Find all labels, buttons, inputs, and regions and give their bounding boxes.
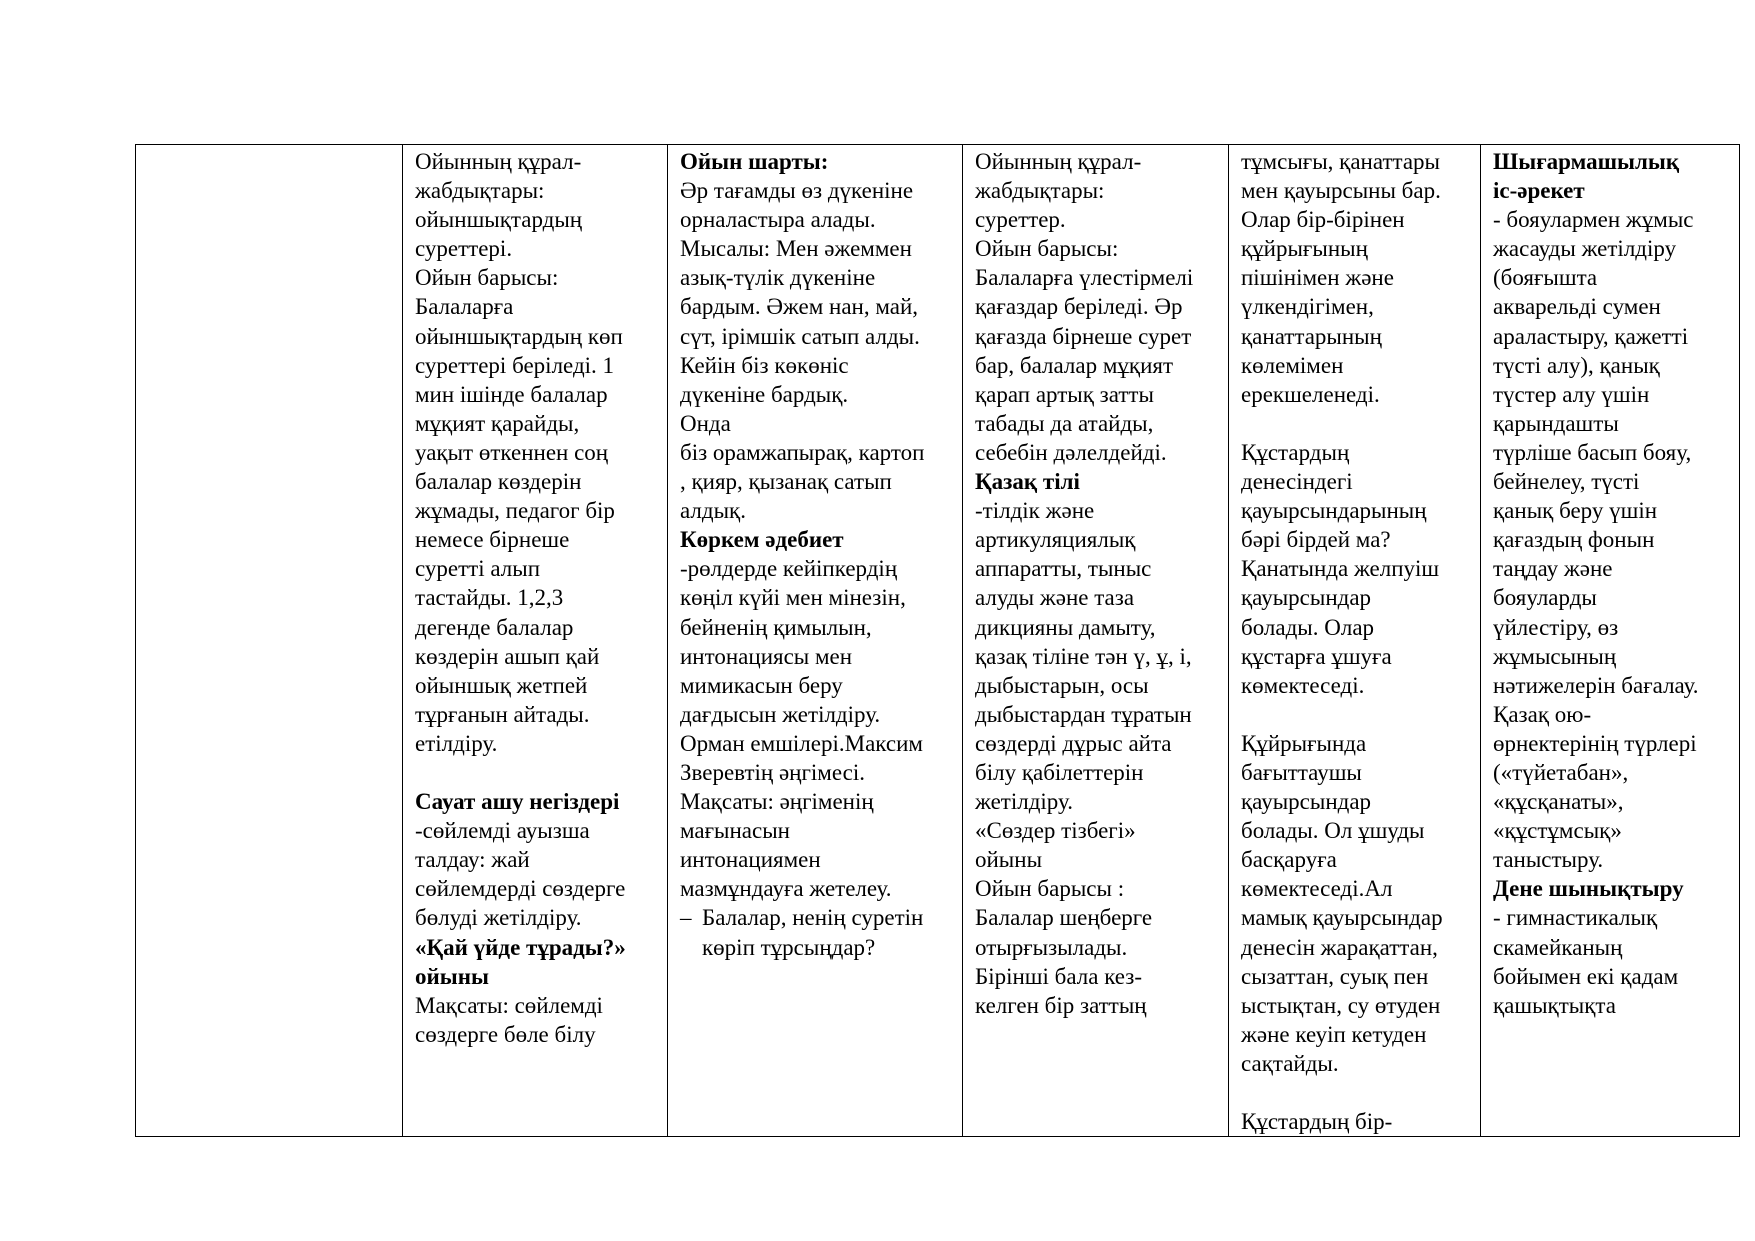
section-heading-game-rules: Ойын шарты: [680, 149, 829, 174]
text-line: түсті алу), қанық [1493, 352, 1660, 378]
text-line: түстер алу үшін [1493, 381, 1650, 407]
text-line: Ойын барысы : [975, 876, 1125, 902]
text-line: акварельді сумен [1493, 294, 1661, 320]
text-line: Ойынның құрал- [975, 149, 1142, 174]
text-line: келген бір заттың [975, 992, 1147, 1018]
text-line: қауырсындар [1241, 789, 1372, 815]
text-line: қағаздың фонын [1493, 527, 1655, 553]
text-line: қашықтықта [1493, 992, 1616, 1018]
text-line: Әр тағамды өз дүкеніне [680, 178, 914, 204]
cell-bird-feathers [1229, 145, 1481, 1137]
text-line: бағыттаушы [1241, 759, 1362, 785]
text-line: көлемімен [1241, 352, 1344, 378]
text-line: Қазақ ою- [1493, 701, 1592, 727]
text-line: суреттер. [975, 207, 1066, 233]
text-line: талдау: жай [415, 847, 530, 873]
text-line: мен қауырсыны бар. [1241, 178, 1441, 204]
text-line: -сөйлемді ауызша [415, 818, 590, 844]
text-line: Ойынның құрал- [415, 149, 582, 174]
text-line: тұрғанын айтады. [415, 701, 590, 727]
text-line: бардым. Әжем нан, май, [680, 294, 919, 320]
text-line: қарап артық затты [975, 381, 1154, 407]
text-line: дикцияны дамыту, [975, 614, 1156, 640]
text-line: және кеуіп кетуден [1241, 1021, 1427, 1047]
text-line: жұмады, педагог бір [415, 498, 615, 524]
text-line: дүкеніне бардық. [680, 381, 849, 407]
text-line: дегенде балалар [415, 614, 574, 640]
text-line: мұқият қарайды, [415, 410, 580, 436]
text-line: сөздерге бөле білу [415, 1021, 596, 1047]
cell-game-visual-memory [403, 145, 668, 1137]
text-line: нәтижелерін бағалау. [1493, 672, 1699, 698]
text-line: мин ішінде балалар [415, 381, 608, 407]
text-line: Ойын барысы: [415, 265, 559, 291]
text-line: мамық қауырсындар [1241, 905, 1443, 931]
text-line: біз орамжапырақ, картоп [680, 439, 925, 465]
text-line: Кейін біз көкөніс [680, 352, 849, 378]
text-line: Ойын барысы: [975, 236, 1119, 262]
text-line: көмектеседі. [1241, 672, 1365, 698]
game-title: ойыны [415, 963, 489, 989]
text-line: дағдысын жетілдіру. [680, 701, 881, 727]
table-row [136, 145, 1740, 1137]
text-line: етілдіру. [415, 730, 498, 756]
text-line: араластыру, қажетті [1493, 323, 1689, 349]
text-line: «Сөздер тізбегі» [975, 818, 1136, 844]
text-line: - гимнастикалық [1493, 905, 1658, 931]
text-line: -тілдік және [975, 498, 1095, 524]
text-line: денесін жарақаттан, [1241, 934, 1438, 960]
text-line: өрнектерінің түрлері [1493, 730, 1697, 756]
text-line: сөйлемдерді сөздерге [415, 876, 626, 902]
text-line: жабдықтары: [975, 178, 1105, 204]
text-line: жасауды жетілдіру [1493, 236, 1677, 262]
text-line: тастайды. 1,2,3 [415, 585, 564, 611]
text-line: болады. Ол ұшуды [1241, 818, 1425, 844]
text-line: ыстықтан, су өтуден [1241, 992, 1441, 1018]
text-line: «құсқанаты», [1493, 789, 1624, 815]
text-line: бейнелеу, түсті [1493, 469, 1640, 495]
text-line: Балаларға [415, 294, 514, 320]
text-line: Орман емшілері.Максим [680, 730, 923, 756]
text-line: («түйетабан», [1493, 759, 1629, 785]
text-line: қарындашты [1493, 410, 1619, 436]
text-line: ойыны [975, 847, 1043, 873]
text-line: ойыншықтардың [415, 207, 583, 233]
text-line: сызаттан, суық пен [1241, 963, 1429, 989]
text-line: Балалар шеңберге [975, 905, 1153, 931]
text-line: дыбыстардан тұратын [975, 701, 1192, 727]
text-line: қағаздар беріледі. Әр [975, 294, 1183, 320]
text-line: мазмұндауға жетелеу. [680, 876, 892, 902]
text-line: көңіл күйі мен мінезін, [680, 585, 906, 611]
text-line: отырғызылады. [975, 934, 1128, 960]
cell-game-rules [668, 145, 963, 1137]
text-line: балалар көздерін [415, 469, 582, 495]
text-line: Балаларға үлестірмелі [975, 265, 1194, 291]
text-line: денесіндегі [1241, 469, 1353, 495]
text-line: сөздерді дұрыс айта [975, 730, 1172, 756]
text-line: қағазда бірнеше сурет [975, 323, 1192, 349]
text-line: сүт, ірімшік сатып алды. [680, 323, 920, 349]
text-line: Онда [680, 410, 731, 436]
text-line: Мақсаты: сөйлемді [415, 992, 603, 1018]
blank-line [1241, 409, 1472, 438]
text-line: таныстыру. [1493, 847, 1604, 873]
text-line: Құстардың бір- [1241, 1109, 1393, 1135]
text-line: үйлестіру, өз [1493, 614, 1619, 640]
text-line: пішінімен және [1241, 265, 1394, 291]
text-line: себебін дәлелдейді. [975, 439, 1167, 465]
text-line: интонациясы мен [680, 643, 853, 669]
section-heading-literature: Көркем әдебиет [680, 527, 844, 553]
cell-odd-one-out [963, 145, 1229, 1137]
text-line: жұмысының [1493, 643, 1617, 669]
text-line: ерекшеленеді. [1241, 381, 1380, 407]
text-line: скамейканың [1493, 934, 1623, 960]
text-line: табады да атайды, [975, 410, 1154, 436]
text-line: бойымен екі қадам [1493, 963, 1679, 989]
text-line: Мақсаты: әңгіменің [680, 789, 874, 815]
text-line: Зверевтің әңгімесі. [680, 759, 865, 785]
text-line: көмектеседі.Ал [1241, 876, 1393, 902]
text-line: сақтайды. [1241, 1050, 1339, 1076]
text-line: қанық беру үшін [1493, 498, 1658, 524]
text-line: таңдау және [1493, 556, 1613, 582]
text-line: бар, балалар мұқият [975, 352, 1174, 378]
text-line: қауырсындарының [1241, 498, 1427, 524]
text-line: қауырсындар [1241, 585, 1372, 611]
text-line: білу қабілеттерін [975, 759, 1144, 785]
plan-table [135, 144, 1740, 1137]
text-line: (бояғышта [1493, 265, 1598, 291]
text-line: -рөлдерде кейіпкердің [680, 556, 898, 582]
text-line: уақыт өткеннен соң [415, 439, 609, 465]
text-line: құйрығының [1241, 236, 1368, 262]
text-line: аппаратты, тыныс [975, 556, 1152, 582]
text-line: Бірінші бала кез- [975, 963, 1143, 989]
text-line: алуды және таза [975, 585, 1135, 611]
bullet-item: – Балалар, ненің суретін [680, 903, 954, 932]
text-line: Құйрығында [1241, 730, 1367, 756]
section-heading-creative: Шығармашылық [1493, 149, 1680, 174]
blank-line [415, 758, 659, 787]
game-title: «Қай үйде тұрады?» [415, 934, 626, 960]
text-line: бояуларды [1493, 585, 1597, 611]
text-line: - бояулармен жұмыс [1493, 207, 1694, 233]
text-line: дыбыстарын, осы [975, 672, 1149, 698]
text-line: суреттері беріледі. 1 [415, 352, 615, 378]
text-line: мағынасын [680, 818, 790, 844]
text-line: болады. Олар [1241, 614, 1375, 640]
text-line: «құстұмсық» [1493, 818, 1622, 844]
text-line: бейненің қимылын, [680, 614, 872, 640]
blank-line [1241, 1078, 1472, 1107]
bullet-continuation: көріп тұрсыңдар? [702, 934, 876, 960]
text-line: суретті алып [415, 556, 541, 582]
text-line: тұмсығы, қанаттары [1241, 149, 1441, 174]
text-line: мимикасын беру [680, 672, 843, 698]
cell-creative-activity [1481, 145, 1740, 1137]
text-line: артикуляциялық [975, 527, 1136, 553]
text-line: үлкендігімен, [1241, 294, 1374, 320]
text-line: суреттері. [415, 236, 513, 262]
text-line: бөлуді жетілдіру. [415, 905, 582, 931]
text-line: Қанатында желпуіш [1241, 556, 1440, 582]
section-heading-physical-education: Дене шынықтыру [1493, 876, 1684, 902]
text-line: Олар бір-бірінен [1241, 207, 1405, 233]
text-line: ойыншық жетпей [415, 672, 588, 698]
text-line: бәрі бірдей ма? [1241, 527, 1391, 553]
text-line: жабдықтары: [415, 178, 545, 204]
section-heading-creative: іс-әрекет [1493, 178, 1585, 204]
text-line: немесе бірнеше [415, 527, 570, 553]
text-line: , қияр, қызанақ сатып [680, 469, 892, 495]
text-line: түрліше басып бояу, [1493, 439, 1692, 465]
text-line: азық-түлік дүкеніне [680, 265, 876, 291]
text-line: орналастыра алады. [680, 207, 876, 233]
text-line: қанаттарының [1241, 323, 1382, 349]
text-line: көздерін ашып қай [415, 643, 600, 669]
text-line: алдық. [680, 498, 746, 524]
text-line: ойыншықтардың көп [415, 323, 623, 349]
blank-line [1241, 700, 1472, 729]
text-line: құстарға ұшуға [1241, 643, 1392, 669]
text-line: Мысалы: Мен әжеммен [680, 236, 912, 262]
text-line: интонациямен [680, 847, 821, 873]
cell-empty [136, 145, 403, 1137]
text-line: басқаруға [1241, 847, 1337, 873]
text-line: Құстардың [1241, 439, 1350, 465]
text-line: қазақ тіліне тән ү, ұ, і, [975, 643, 1192, 669]
text-line: жетілдіру. [975, 789, 1073, 815]
section-heading-kazakh: Қазақ тілі [975, 469, 1080, 495]
section-heading-literacy: Сауат ашу негіздері [415, 789, 620, 815]
